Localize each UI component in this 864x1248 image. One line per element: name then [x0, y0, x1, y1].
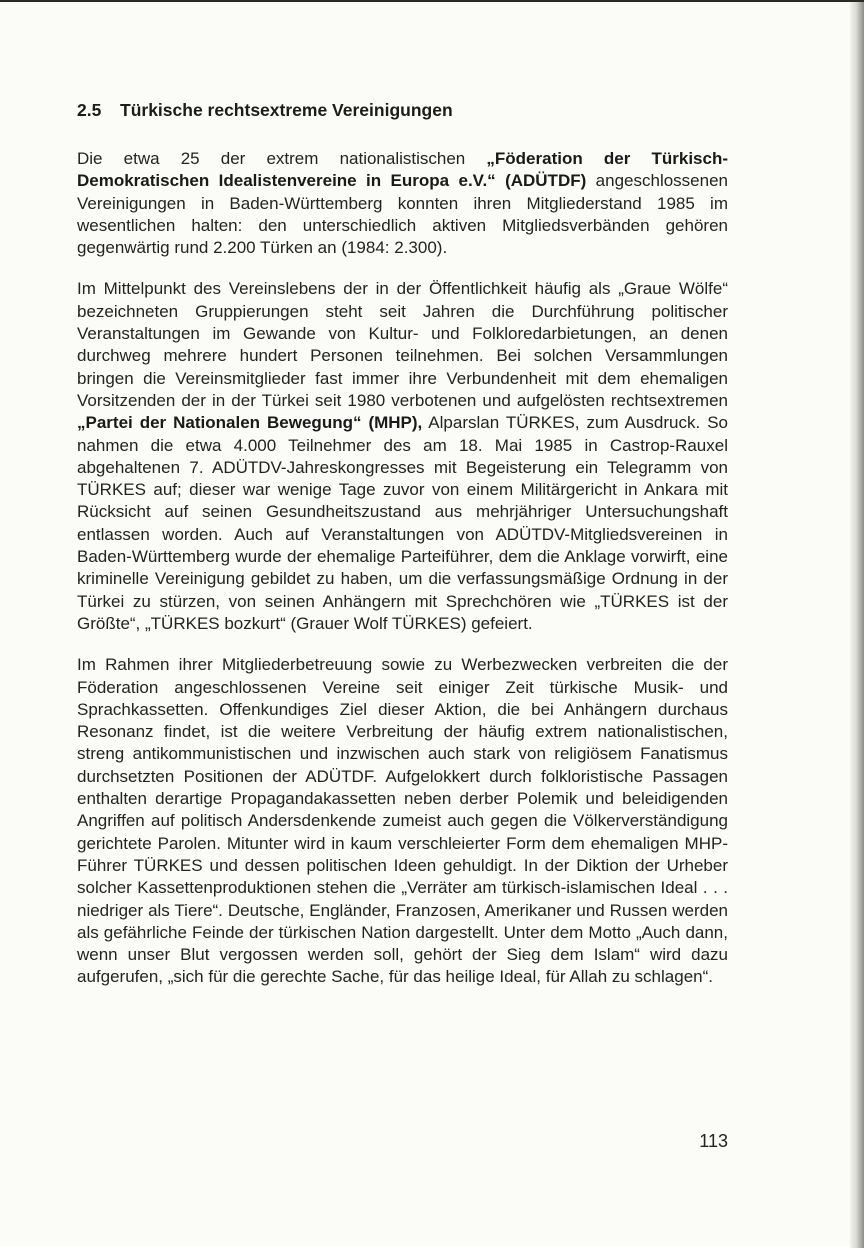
paragraph-1-bold-organization: „Föderation der Türkisch-Demokratischen Idealistenvereine in Europa e.V.“ (ADÜTDF): [77, 149, 728, 191]
paragraph-2: [77, 278, 728, 635]
paragraph-3: [77, 654, 728, 988]
page-binding-edge: [850, 2, 864, 1248]
paragraph-2-text-1: Im Mittelpunkt des Vereinslebens der in der Öffentlichkeit häufig als „Graue Wölfe“ bezeichneten Gruppierungen steht seit Jahren die Durchführung politischer Veranstaltungen im Gewande von Kultur- und Folkloredarbietungen, an denen durchweg mehrere hundert Personen teilnehmen. Bei solchen Versammlungen bringen die Vereinsmitglieder fast immer ihre Verbundenheit mit dem ehemaligen Vorsitzenden der in der Türkei seit 1980 verbotenen und aufgelösten rechtsextremen: [77, 279, 728, 410]
paragraph-1: [77, 148, 728, 259]
section-number: 2.5: [77, 100, 102, 120]
page-number: 113: [699, 1131, 728, 1151]
paragraph-1-text-1: Die etwa 25 der extrem nationalistischen: [77, 149, 487, 168]
page-content: [77, 99, 728, 1008]
paragraph-1-text-2: angeschlossenen Vereinigungen in Baden-Württemberg konnten ihren Mitgliederstand 1985 im wesentlichen halten: den unterschiedlich aktiven Mitgliedsverbänden gehören gegenwärtig rund 2.200 Türken an (1984: 2.300).: [77, 171, 729, 258]
paragraph-3-text: Im Rahmen ihrer Mitgliederbetreuung sowie zu Werbezwecken verbreiten die der Föderation angeschlossenen Vereine seit einiger Zeit türkische Musik- und Sprachkassetten. Offenkundiges Ziel dieser Aktion, die bei Anhängern durchaus Resonanz findet, ist die weitere Verbreitung der häufig extrem nationalistischen, streng antikommunistischen und inzwischen auch stark von religiösem Fanatismus durchsetzten Positionen der ADÜTDF. Aufgelokkert durch folkloristische Passagen enthalten derartige Propagandakassetten neben derber Polemik und beleidigenden Angriffen auf politisch Andersdenkende zumeist auch gegen die Völkerverständigung gerichtete Parolen. Mitunter wird in kaum verschleierter Form dem ehemaligen MHP-Führer TÜRKES und dessen politischen Ideen gehuldigt. In der Diktion der Urheber solcher Kassettenproduktionen stehen die „Verräter am türkisch-islamischen Ideal . . . niedriger als Tiere“. Deutsche, Engländer, Franzosen, Amerikaner und Russen werden als gefährliche Feinde der türkischen Nation dargestellt. Unter dem Motto „Auch dann, wenn unser Blut vergossen werden soll, gehört der Sieg dem Islam“ wird dazu aufgerufen, „sich für die gerechte Sache, für das heilige Ideal, für Allah zu schlagen“.: [77, 655, 728, 987]
paragraph-2-text-2: Alparslan TÜRKES, zum Ausdruck. So nahmen die etwa 4.000 Teilnehmer des am 18. Mai 1985 in Castrop-Rauxel abgehaltenen 7. ADÜTDV-Jahreskongresses mit Begeisterung ein Telegramm von TÜRKES auf; dieser war wenige Tage zuvor von einem Militärgericht in Ankara mit Rücksicht auf seinen Gesundheitszustand aus mehrjähriger Untersuchungshaft entlassen worden. Auch auf Veranstaltungen von ADÜTDV-Mitgliedsvereinen in Baden-Württemberg wurde der ehemalige Parteiführer, dem die Anklage vorwirft, eine kriminelle Vereinigung gebildet zu haben, um die verfassungsmäßige Ordnung in der Türkei zu stürzen, von seinen Anhängern mit Sprechchören wie „TÜRKES ist der Größte“, „TÜRKES bozkurt“ (Grauer Wolf TÜRKES) gefeiert.: [77, 413, 728, 633]
section-title: Türkische rechtsextreme Vereinigungen: [120, 100, 453, 120]
section-heading: [77, 99, 728, 121]
paragraph-2-bold-party: „Partei der Nationalen Bewegung“ (MHP),: [77, 413, 423, 433]
